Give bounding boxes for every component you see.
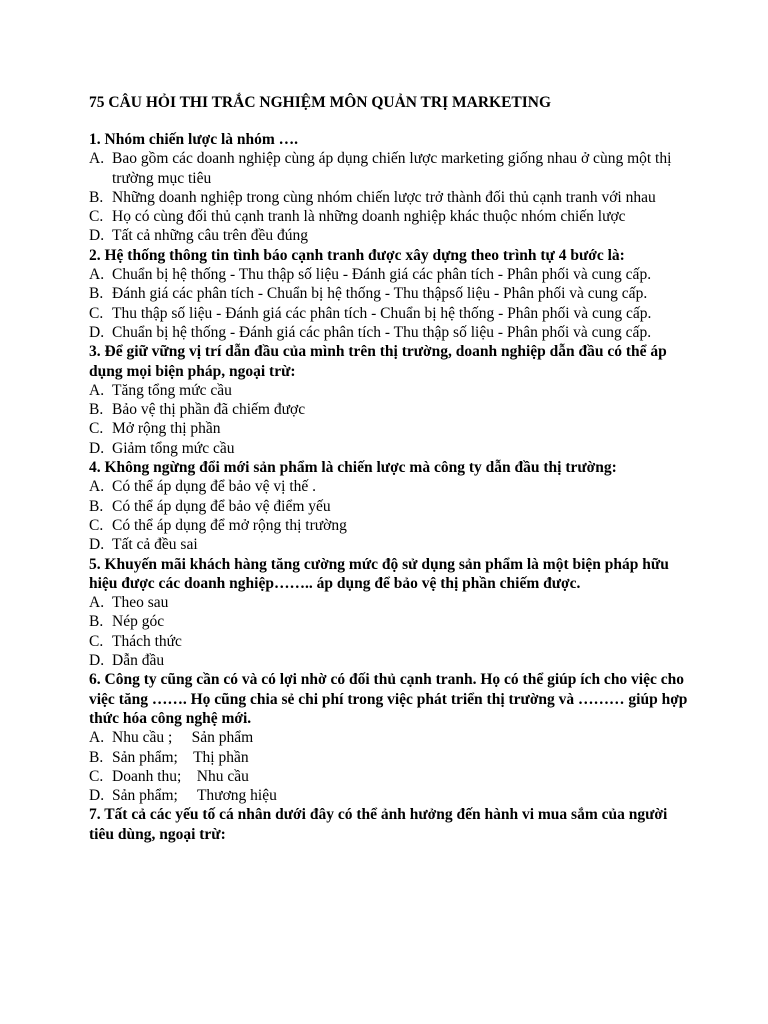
document-page [89, 93, 689, 844]
option-text: Tất cả đều sai [112, 536, 198, 554]
answer-option [89, 535, 689, 554]
option-letter: B. [89, 285, 104, 303]
option-text: Chuẩn bị hệ thống - Thu thập số liệu - Đánh giá các phân tích - Phân phối và cung cấp. [112, 266, 652, 284]
question-text: 6. Công ty cũng cần có và có lợi nhờ có đối thủ cạnh tranh. Họ có thể giúp ích cho việc cho việc tăng ……. Họ cũng chia sẻ chi phí trong việc phát triển thị trường và ……… giúp hợp thức hóa công nghệ mới. [89, 671, 688, 727]
option-letter: A. [89, 266, 105, 284]
option-letter: A. [89, 150, 105, 168]
question-5 [89, 555, 689, 671]
question-2 [89, 246, 689, 342]
answer-options [89, 149, 689, 245]
option-text: Những doanh nghiệp trong cùng nhóm chiến lược trở thành đối thủ cạnh tranh với nhau [112, 188, 656, 206]
answer-option [89, 439, 689, 458]
question-1 [89, 130, 689, 246]
option-text: Nép góc [112, 613, 165, 631]
option-text: Thách thức [112, 632, 182, 650]
answer-option [89, 304, 689, 323]
option-letter: C. [89, 304, 104, 322]
option-text: Có thể áp dụng để bảo vệ vị thế . [112, 478, 317, 496]
answer-options [89, 265, 689, 342]
question-3 [89, 342, 689, 458]
option-letter: B. [89, 497, 104, 515]
answer-option [89, 265, 689, 284]
option-text: Giảm tổng mức cầu [112, 439, 235, 457]
option-letter: A. [89, 381, 105, 399]
answer-option [89, 632, 689, 651]
question-4 [89, 458, 689, 554]
answer-option [89, 381, 689, 400]
option-letter: D. [89, 652, 105, 670]
answer-option [89, 497, 689, 516]
question-list [89, 130, 689, 844]
answer-options [89, 593, 689, 670]
answer-option [89, 284, 689, 303]
option-text: Tăng tổng mức cầu [112, 381, 232, 399]
question-text: 5. Khuyến mãi khách hàng tăng cường mức độ sử dụng sản phẩm là một biện pháp hữu hiệu được các doanh nghiệp…….. áp dụng để bảo vệ thị phần chiếm được. [89, 555, 669, 592]
answer-option [89, 323, 689, 342]
answer-option [89, 419, 689, 438]
answer-option [89, 593, 689, 612]
option-text: Đánh giá các phân tích - Chuẩn bị hệ thống - Thu thậpsố liệu - Phân phối và cung cấp. [112, 285, 648, 303]
answer-option [89, 400, 689, 419]
question-text: 1. Nhóm chiến lược là nhóm …. [89, 131, 299, 148]
option-text: Doanh thu; Nhu cầu [112, 767, 249, 785]
option-text: Bảo vệ thị phần đã chiếm được [112, 401, 306, 419]
answer-option [89, 188, 689, 207]
question-text: 4. Không ngừng đổi mới sản phẩm là chiến lược mà công ty dẫn đầu thị trường: [89, 459, 617, 477]
option-letter: C. [89, 632, 104, 650]
answer-option [89, 748, 689, 767]
option-letter: D. [89, 439, 105, 457]
option-text: Sản phẩm; Thị phần [112, 748, 249, 766]
question-6 [89, 670, 689, 805]
option-letter: A. [89, 478, 105, 496]
answer-option [89, 477, 689, 496]
option-letter: D. [89, 323, 105, 341]
option-letter: A. [89, 594, 105, 612]
answer-option [89, 516, 689, 535]
option-letter: D. [89, 536, 105, 554]
option-letter: A. [89, 729, 105, 747]
option-letter: C. [89, 516, 104, 534]
answer-options [89, 477, 689, 554]
option-text: Có thể áp dụng để mở rộng thị trường [112, 516, 347, 534]
option-letter: D. [89, 787, 105, 805]
option-text: Có thể áp dụng để bảo vệ điểm yếu [112, 497, 331, 515]
option-text: Dẫn đầu [112, 652, 165, 670]
answer-option [89, 728, 689, 747]
document-title: 75 CÂU HỎI THI TRẮC NGHIỆM MÔN QUẢN TRỊ MARKETING [89, 94, 552, 111]
option-text: Nhu cầu ; Sản phẩm [112, 729, 254, 747]
question-text: 7. Tất cả các yếu tố cá nhân dưới đây có thể ảnh hưởng đến hành vi mua sắm của người tiêu dùng, ngoại trừ: [89, 806, 668, 843]
answer-option [89, 651, 689, 670]
option-letter: C. [89, 208, 104, 226]
answer-options [89, 381, 689, 458]
option-letter: C. [89, 420, 104, 438]
answer-option [89, 207, 689, 226]
option-text: Bao gồm các doanh nghiệp cùng áp dụng chiến lược marketing giống nhau ở cùng một thị trường mục tiêu [112, 150, 676, 187]
answer-option [89, 226, 689, 245]
answer-option [89, 786, 689, 805]
option-text: Theo sau [112, 594, 169, 612]
option-letter: D. [89, 227, 105, 245]
option-text: Thu thập số liệu - Đánh giá các phân tích - Chuẩn bị hệ thống - Phân phối và cung cấp. [112, 304, 652, 322]
answer-option [89, 612, 689, 631]
option-text: Chuẩn bị hệ thống - Đánh giá các phân tích - Thu thập số liệu - Phân phối và cung cấp. [112, 323, 652, 341]
answer-option [89, 767, 689, 786]
option-letter: B. [89, 188, 104, 206]
option-letter: B. [89, 613, 104, 631]
option-letter: C. [89, 767, 104, 785]
option-text: Mở rộng thị phần [112, 420, 221, 438]
option-letter: B. [89, 748, 104, 766]
option-text: Họ có cùng đối thủ cạnh tranh là những doanh nghiệp khác thuộc nhóm chiến lược [112, 208, 626, 226]
option-letter: B. [89, 401, 104, 419]
option-text: Tất cả những câu trên đều đúng [112, 227, 309, 245]
question-text: 2. Hệ thống thông tin tình báo cạnh tranh được xây dựng theo trình tự 4 bước là: [89, 246, 625, 264]
answer-option [89, 149, 689, 188]
question-text: 3. Để giữ vững vị trí dẫn đầu của mình trên thị trường, doanh nghiệp dẫn đầu có thể áp dụng mọi biện pháp, ngoại trừ: [89, 343, 667, 380]
option-text: Sản phẩm; Thương hiệu [112, 787, 277, 805]
question-7 [89, 805, 689, 844]
answer-options [89, 728, 689, 805]
